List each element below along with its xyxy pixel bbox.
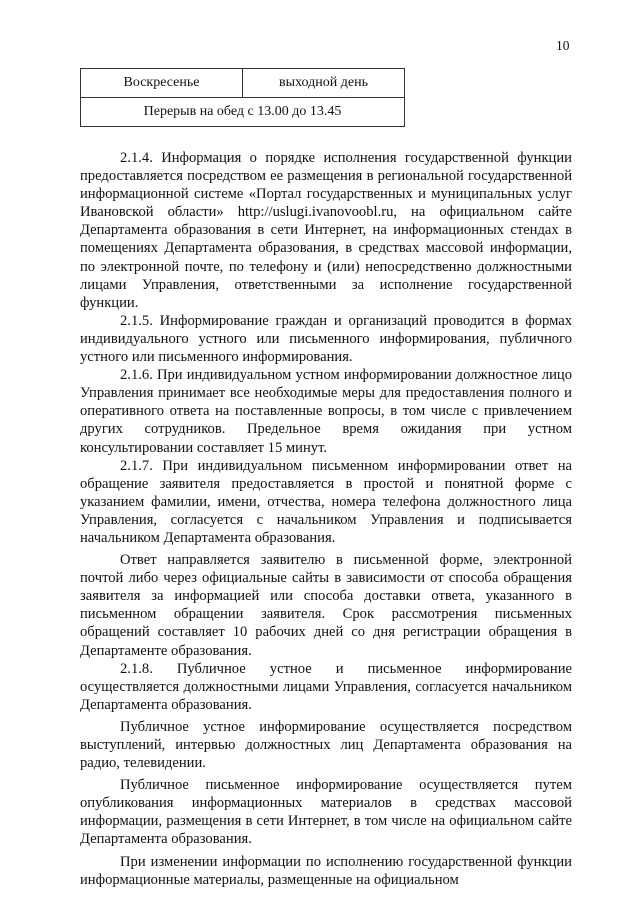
- table-row: [81, 98, 405, 127]
- paragraph-changes: При изменении информации по исполнению государственной функции информационные материалы, размещенные на официальном: [80, 853, 572, 888]
- hours-cell: выходной день: [243, 69, 405, 98]
- paragraph-2-1-7: 2.1.7. При индивидуальном письменном информировании ответ на обращение заявителя предоставляется в простой и понятной форме с указанием фамилии, имени, отчества, номера телефона должностного лица Управления, согласуется с начальником Управления и подписывается начальником Департамента образования.: [80, 457, 572, 546]
- page-number: 10: [556, 38, 570, 53]
- day-cell: Воскресенье: [81, 69, 243, 98]
- lunch-break-cell: Перерыв на обед с 13.00 до 13.45: [81, 98, 405, 127]
- paragraph-2-1-4: 2.1.4. Информация о порядке исполнения государственной функции предоставляется посредством ее размещения в региональной государственной информационной системе «Портал государственных и муниципальных услуг Ивановской области» http://uslugi.ivanovoobl.ru, на официальном сайте Департамента образования в сети Интернет, на информационных стендах в помещениях Департамента образования, в средствах массовой информации, по электронной почте, по телефону и (или) непосредственно должностными лицами Управления, ответственными за исполнение государственной функции.: [80, 150, 572, 311]
- paragraph-public-written: Публичное письменное информирование осуществляется путем опубликования информационных материалов в средствах массовой информации, размещения в сети Интернет, в том числе на официальном сайте Департамента образования.: [80, 777, 572, 848]
- document-body: [80, 149, 572, 889]
- paragraph-public-oral: Публичное устное информирование осуществляется посредством выступлений, интервью должностных лиц Департамента образования на радио, телевидении.: [80, 718, 572, 772]
- schedule-table: [80, 68, 405, 127]
- table-row: [81, 69, 405, 98]
- paragraph-2-1-8: 2.1.8. Публичное устное и письменное информирование осуществляется должностными лицами Управления, согласуется начальником Департамента образования.: [80, 660, 572, 713]
- paragraph-2-1-5: 2.1.5. Информирование граждан и организаций проводится в формах индивидуального устного или письменного информирования, публичного устного или письменного информирования.: [80, 312, 572, 366]
- paragraph-response: Ответ направляется заявителю в письменной форме, электронной почтой либо через официальные сайты в зависимости от способа обращения заявителя за информацией или способа доставки ответа, указанного в письменном обращении заявителя. Срок рассмотрения письменных обращений составляет 10 рабочих дней со дня регистрации обращения в Департаменте образования.: [80, 552, 572, 659]
- paragraph-2-1-6: 2.1.6. При индивидуальном устном информировании должностное лицо Управления принимает все необходимые меры для предоставления полного и оперативного ответа на поставленные вопросы, в том числе с привлечением других сотрудников. Предельное время ожидания при устном консультировании составляет 15 минут.: [80, 367, 572, 456]
